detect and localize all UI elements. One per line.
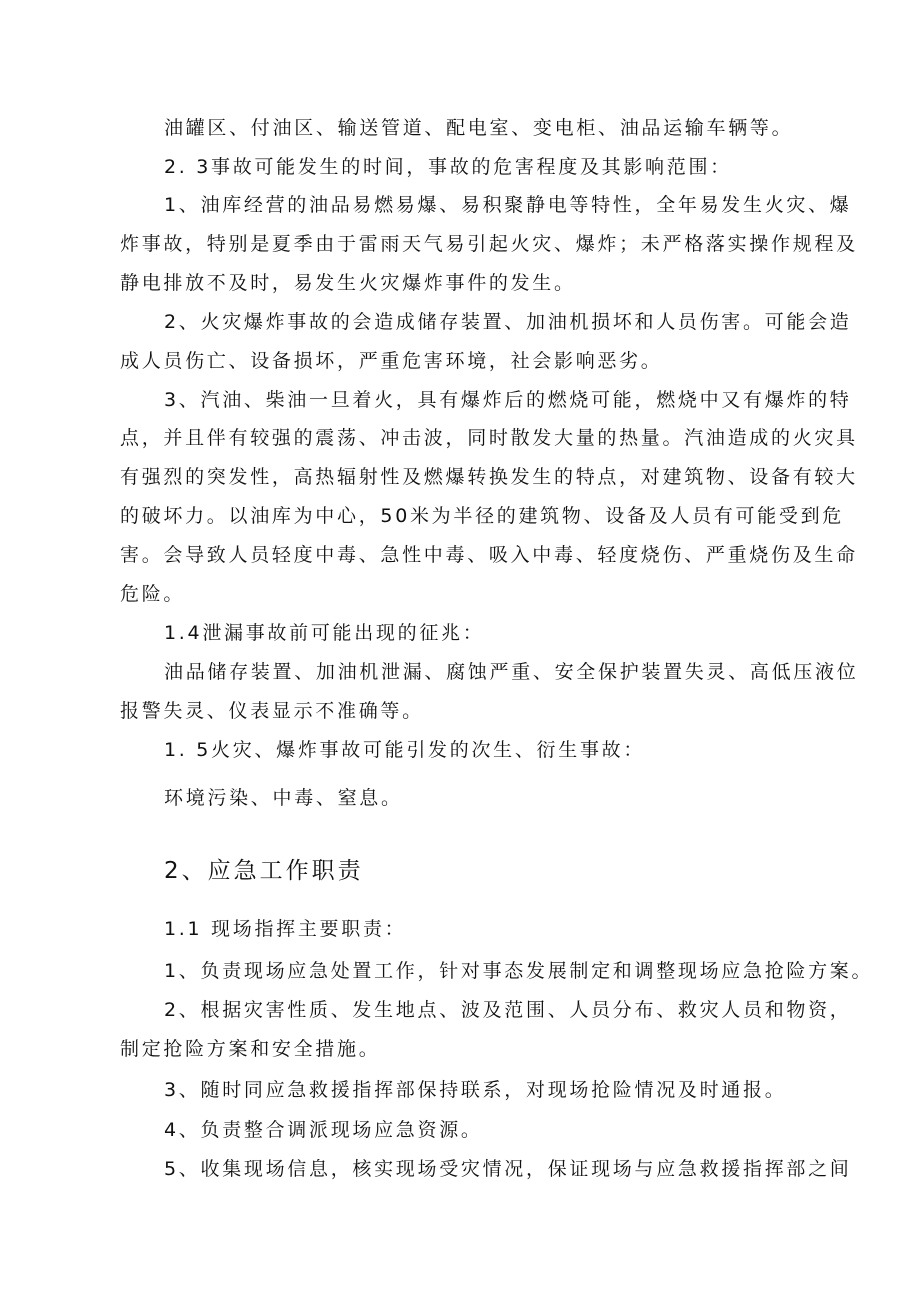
text-line: 1、负责现场应急处置工作，针对事态发展制定和调整现场应急抢险方案。	[164, 960, 874, 982]
text-line: 的破坏力。以油库为中心，50米为半径的建筑物、设备及人员有可能受到危	[120, 505, 844, 527]
text-line: 静电排放不及时，易发生火灾爆炸事件的发生。	[120, 272, 576, 294]
text-line: 成人员伤亡、设备损坏，严重危害环境，社会影响恶劣。	[120, 350, 663, 372]
text-line: 油品储存装置、加油机泄漏、腐蚀严重、安全保护装置失灵、高低压液位	[164, 661, 859, 683]
text-line: 制定抢险方案和安全措施。	[120, 1038, 381, 1060]
text-line: 危险。	[120, 583, 186, 605]
section-heading-1-1: 1.1 现场指挥主要职责：	[164, 918, 407, 940]
text-line: 环境污染、中毒、窒息。	[164, 787, 403, 809]
section-heading-1-5: 1. 5火灾、爆炸事故可能引发的次生、衍生事故：	[164, 739, 646, 761]
text-line: 2、根据灾害性质、发生地点、波及范围、人员分布、救灾人员和物资，	[164, 999, 852, 1021]
text-line: 有强烈的突发性，高热辐射性及燃爆转换发生的特点，对建筑物、设备有较大	[120, 466, 858, 488]
text-line: 5、收集现场信息，核实现场受灾情况，保证现场与应急救援指挥部之间	[164, 1158, 852, 1180]
section-heading-2: 2、应急工作职责	[164, 858, 364, 884]
text-line: 点，并且伴有较强的震荡、冲击波，同时散发大量的热量。汽油造成的火灾具	[120, 427, 858, 449]
text-line: 4、负责整合调派现场应急资源。	[164, 1119, 483, 1141]
text-line: 1、油库经营的油品易燃易爆、易积聚静电等特性，全年易发生火灾、爆	[164, 194, 852, 216]
text-line: 3、汽油、柴油一旦着火，具有爆炸后的燃烧可能，燃烧中又有爆炸的特	[164, 389, 852, 411]
section-heading-2-3: 2. 3事故可能发生的时间，事故的危害程度及其影响范围：	[164, 156, 732, 178]
text-line: 害。会导致人员轻度中毒、急性中毒、吸入中毒、轻度烧伤、严重烧伤及生命	[120, 544, 858, 566]
text-line: 3、随时同应急救援指挥部保持联系，对现场抢险情况及时通报。	[164, 1079, 787, 1101]
text-line: 油罐区、付油区、输送管道、配电室、变电柜、油品运输车辆等。	[164, 117, 794, 139]
section-heading-1-4: 1.4泄漏事故前可能出现的征兆：	[164, 622, 485, 644]
text-line: 炸事故，特别是夏季由于雷雨天气易引起火灾、爆炸；未严格落实操作规程及	[120, 233, 858, 255]
text-line: 报警失灵、仪表显示不准确等。	[120, 700, 424, 722]
text-line: 2、火灾爆炸事故的会造成储存装置、加油机损坏和人员伤害。可能会造	[164, 311, 852, 333]
